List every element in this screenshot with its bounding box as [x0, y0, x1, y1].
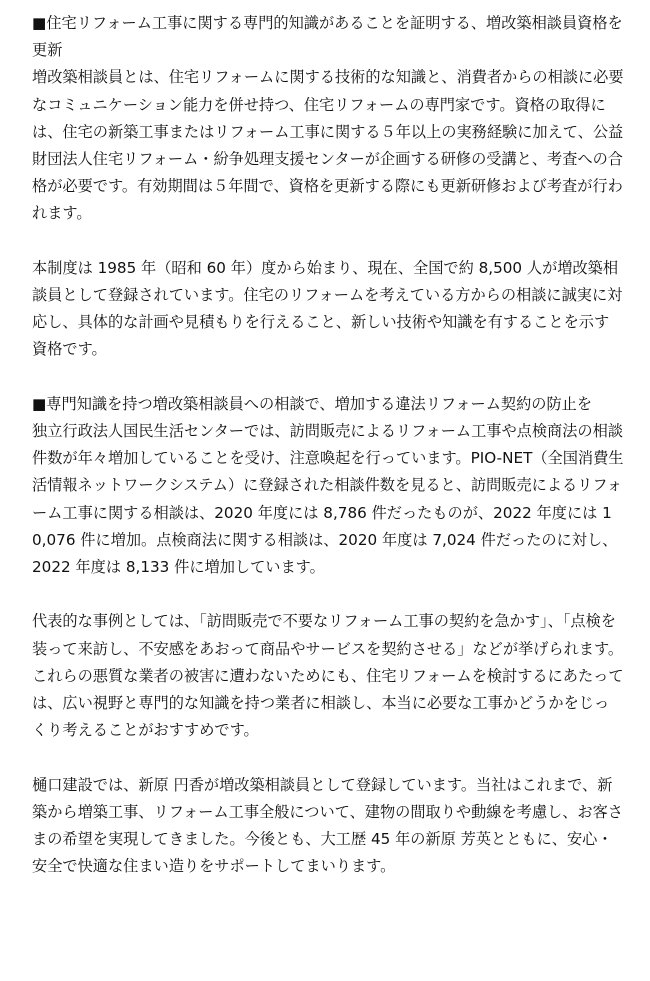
section-heading: ■専門知識を持つ増改築相談員への相談で、増加する違法リフォーム契約の防止を	[32, 394, 593, 413]
section-heading: ■住宅リフォーム工事に関する専門的知識があることを証明する、増改築相談員資格を更新	[32, 14, 623, 60]
document-body	[32, 10, 624, 908]
paragraph: 増改築相談員とは、住宅リフォームに関する技術的な知識と、消費者からの相談に必要なコミュニケーション能力を併せ持つ、住宅リフォームの専門家です。資格の取得には、住宅の新築工事またはリフォーム工事に関する５年以上の実務経験に加えて、公益財団法人住宅リフォーム・紛争処理支援センターが企画する研修の受講と、考査への合格が必要です。有効期間は５年間で、資格を更新する際にも更新研修および考査が行われます。	[32, 68, 624, 223]
paragraph: 独立行政法人国民生活センターでは、訪問販売によるリフォーム工事や点検商法の相談件数が年々増加していることを受け、注意喚起を行っています。PIO-NET（全国消費生活情報ネットワークシステム）に登録された相談件数を見ると、訪問販売によるリフォーム工事に関する相談は、2020 年度には 8,786 件だったものが、2022 年度には 10,076 件に増加。点検商法に関する相談は、2020 年度は 7,024 件だったのに対し、2022 年度は 8,133 件に増加しています。	[32, 422, 624, 577]
section-license-renewal	[32, 10, 624, 364]
section-illegal-contract-prevention	[32, 391, 624, 881]
paragraph: 代表的な事例としては、「訪問販売で不要なリフォーム工事の契約を急かす」、「点検を装って来訪し、不安感をあおって商品やサービスを契約させる」などが挙げられます。これらの悪質な業者の被害に遭わないためにも、住宅リフォームを検討するにあたっては、広い視野と専門的な知識を持つ業者に相談し、本当に必要な工事かどうかをじっくり考えることがおすすめです。	[32, 612, 624, 740]
paragraph: 本制度は 1985 年（昭和 60 年）度から始まり、現在、全国で約 8,500 人が増改築相談員として登録されています。住宅のリフォームを考えている方からの相談に誠実に対応し、具体的な計画や見積もりを行えること、新しい技術や知識を有することを示す資格です。	[32, 258, 623, 359]
paragraph: 樋口建設では、新原 円香が増改築相談員として登録しています。当社はこれまで、新築から増築工事、リフォーム工事全般について、建物の間取りや動線を考慮し、お客さまの希望を実現してきました。今後とも、大工歴 45 年の新原 芳英とともに、安心・安全で快適な住まい造りをサポートしてまいります。	[32, 775, 623, 876]
